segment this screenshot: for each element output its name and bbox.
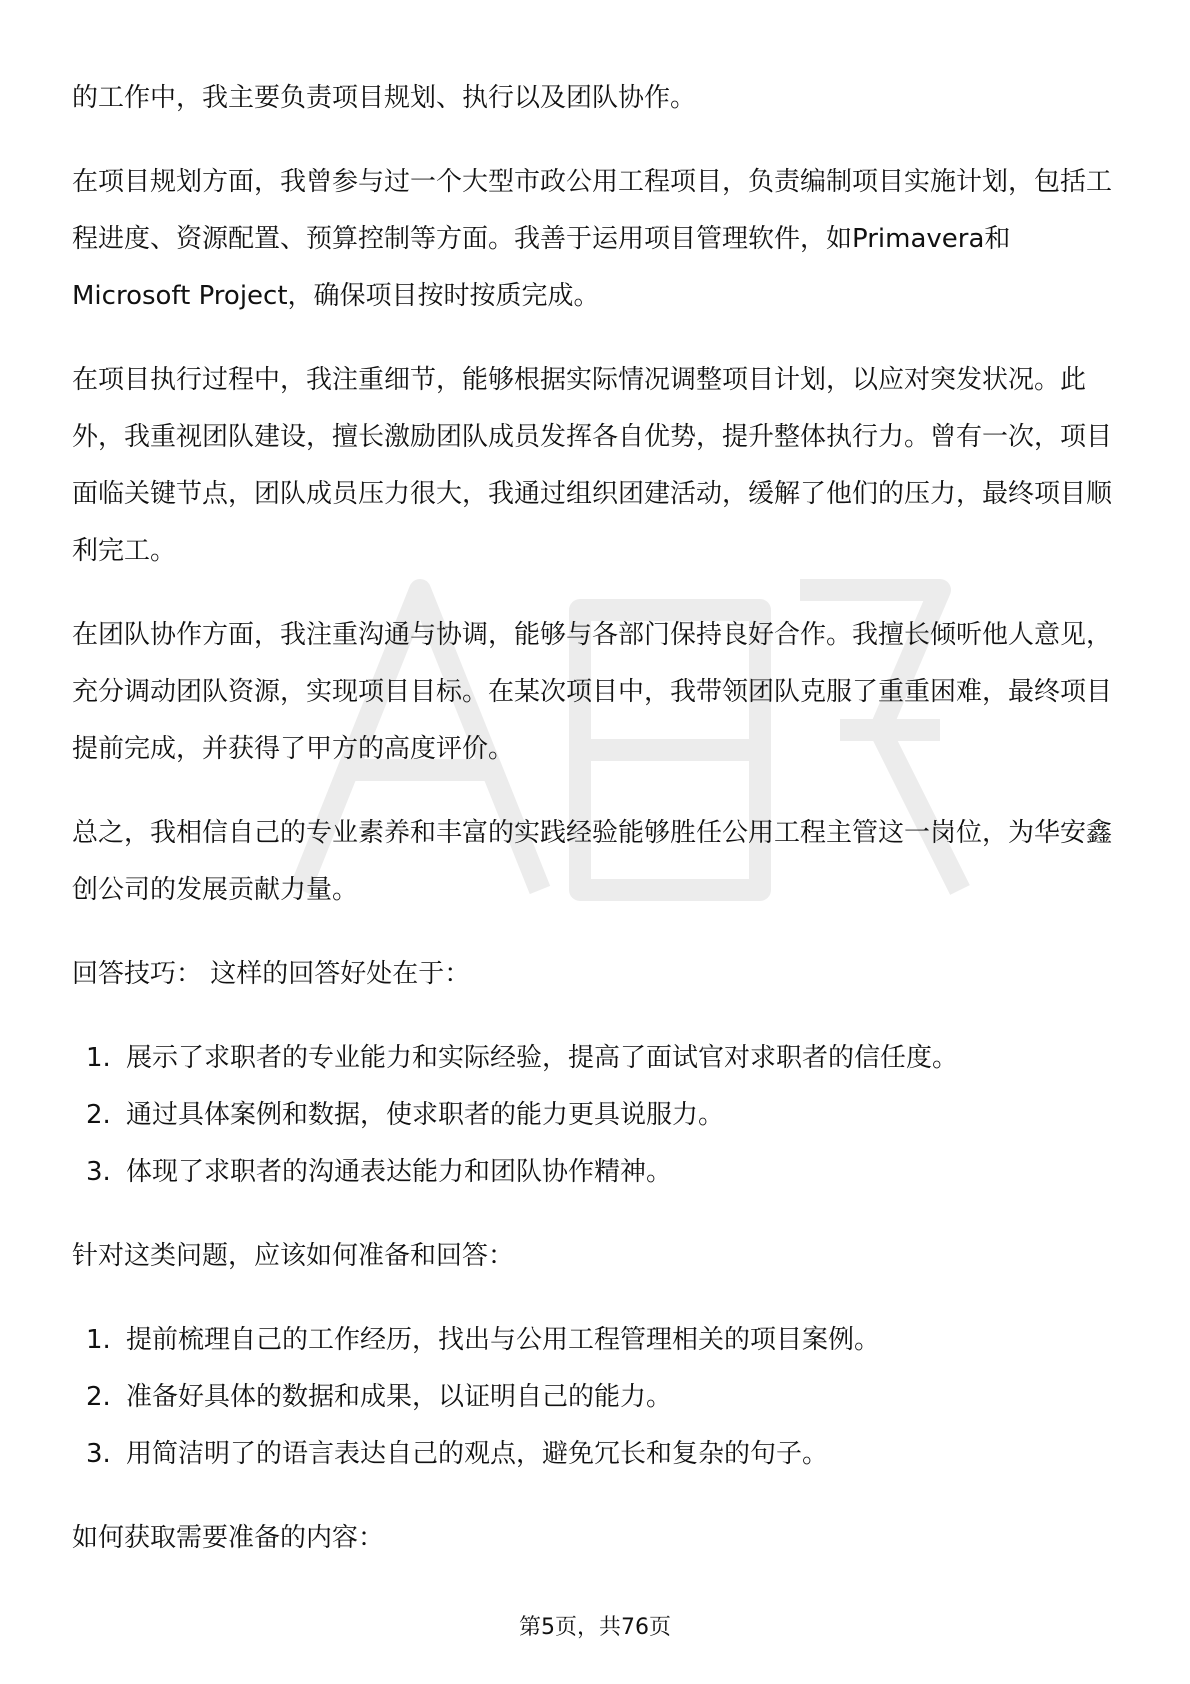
list-text: 通过具体案例和数据，使求职者的能力更具说服力。 xyxy=(126,1100,725,1130)
list-number: 3. xyxy=(86,1439,111,1469)
paragraph-planning: 在项目规划方面，我曾参与过一个大型市政公用工程项目，负责编制项目实施计划，包括工程进度、资源配置、预算控制等方面。我善于运用项目管理软件，如Primavera和Microsoft Project，确保项目按时按质完成。 xyxy=(72,167,1113,311)
list-number: 1. xyxy=(86,1325,111,1355)
list-text: 准备好具体的数据和成果，以证明自己的能力。 xyxy=(126,1382,673,1412)
list-item xyxy=(72,1087,1122,1144)
list-text: 用简洁明了的语言表达自己的观点，避免冗长和复杂的句子。 xyxy=(126,1439,829,1469)
prep-heading: 针对这类问题，应该如何准备和回答： xyxy=(72,1241,515,1271)
list-item xyxy=(72,1426,1122,1483)
page-number: 第5页，共76页 xyxy=(519,1615,671,1640)
paragraph-intro: 的工作中，我主要负责项目规划、执行以及团队协作。 xyxy=(72,83,697,113)
list-text: 展示了求职者的专业能力和实际经验，提高了面试官对求职者的信任度。 xyxy=(126,1043,959,1073)
page-footer xyxy=(0,1610,1190,1641)
list-item xyxy=(72,1369,1122,1426)
list-number: 3. xyxy=(86,1157,111,1187)
list-item xyxy=(72,1144,1122,1201)
paragraph-collaboration: 在团队协作方面，我注重沟通与协调，能够与各部门保持良好合作。我擅长倾听他人意见，充分调动团队资源，实现项目目标。在某次项目中，我带领团队克服了重重困难，最终项目提前完成，并获得了甲方的高度评价。 xyxy=(72,620,1113,764)
list-text: 提前梳理自己的工作经历，找出与公用工程管理相关的项目案例。 xyxy=(126,1325,881,1355)
list-item xyxy=(72,1030,1122,1087)
tips-list xyxy=(72,1030,1122,1201)
tips-heading: 回答技巧： 这样的回答好处在于： xyxy=(72,959,471,989)
list-number: 2. xyxy=(86,1382,111,1412)
document-body xyxy=(72,70,1122,1567)
list-number: 2. xyxy=(86,1100,111,1130)
last-heading: 如何获取需要准备的内容： xyxy=(72,1523,385,1553)
prep-list xyxy=(72,1312,1122,1483)
list-item xyxy=(72,1312,1122,1369)
paragraph-execution: 在项目执行过程中，我注重细节，能够根据实际情况调整项目计划，以应对突发状况。此外，我重视团队建设，擅长激励团队成员发挥各自优势，提升整体执行力。曾有一次，项目面临关键节点，团队成员压力很大，我通过组织团建活动，缓解了他们的压力，最终项目顺利完工。 xyxy=(72,365,1113,566)
list-number: 1. xyxy=(86,1043,111,1073)
list-text: 体现了求职者的沟通表达能力和团队协作精神。 xyxy=(126,1157,673,1187)
paragraph-summary: 总之，我相信自己的专业素养和丰富的实践经验能够胜任公用工程主管这一岗位，为华安鑫创公司的发展贡献力量。 xyxy=(72,818,1113,905)
